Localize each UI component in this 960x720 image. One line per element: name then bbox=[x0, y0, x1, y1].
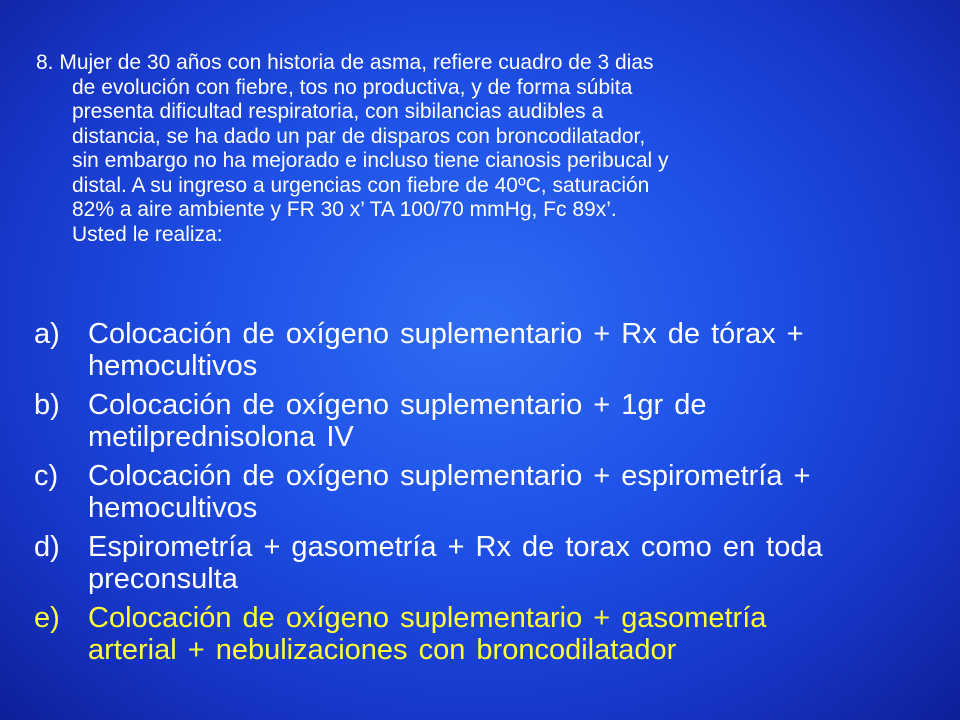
option-d bbox=[34, 531, 914, 595]
option-text-line: preconsulta bbox=[88, 563, 238, 595]
option-letter: d) bbox=[34, 531, 60, 563]
answer-options bbox=[34, 318, 914, 673]
question-line: de evolución con fiebre, tos no productiva, y de forma súbita bbox=[72, 75, 633, 99]
option-text-line: Colocación de oxígeno suplementario + 1gr de bbox=[88, 389, 707, 421]
option-text-line: Espirometría + gasometría + Rx de torax como en toda bbox=[88, 531, 823, 563]
option-e-highlighted bbox=[34, 602, 914, 666]
option-a bbox=[34, 318, 914, 382]
option-text-line: Colocación de oxígeno suplementario + espirometría + bbox=[88, 460, 811, 492]
option-text-line: arterial + nebulizaciones con broncodilatador bbox=[88, 634, 677, 666]
question-line: 82% a aire ambiente y FR 30 x’ TA 100/70 mmHg, Fc 89x’. bbox=[72, 198, 617, 221]
option-text-line: Colocación de oxígeno suplementario + Rx de tórax + bbox=[88, 318, 804, 350]
question-line: sin embargo no ha mejorado e incluso tiene cianosis peribucal y bbox=[72, 149, 669, 172]
question-line: Usted le realiza: bbox=[72, 222, 223, 246]
question-line: presenta dificultad respiratoria, con sibilancias audibles a bbox=[72, 100, 604, 123]
question-line: distancia, se ha dado un par de disparos con broncodilatador, bbox=[72, 124, 646, 148]
option-letter: c) bbox=[34, 460, 59, 492]
question-line: 8. Mujer de 30 años con historia de asma, refiere cuadro de 3 dias bbox=[36, 51, 654, 74]
option-letter: b) bbox=[34, 389, 60, 421]
option-text-line: Colocación de oxígeno suplementario + gasometría bbox=[88, 602, 767, 634]
option-letter: e) bbox=[34, 602, 60, 634]
option-text-line: hemocultivos bbox=[88, 492, 258, 524]
option-text-line: metilprednisolona IV bbox=[88, 421, 354, 453]
option-b bbox=[34, 389, 914, 453]
option-c bbox=[34, 460, 914, 524]
option-text-line: hemocultivos bbox=[88, 350, 258, 382]
question-text bbox=[36, 51, 916, 247]
option-letter: a) bbox=[34, 318, 60, 350]
question-line: distal. A su ingreso a urgencias con fiebre de 40ºC, saturación bbox=[72, 173, 650, 197]
